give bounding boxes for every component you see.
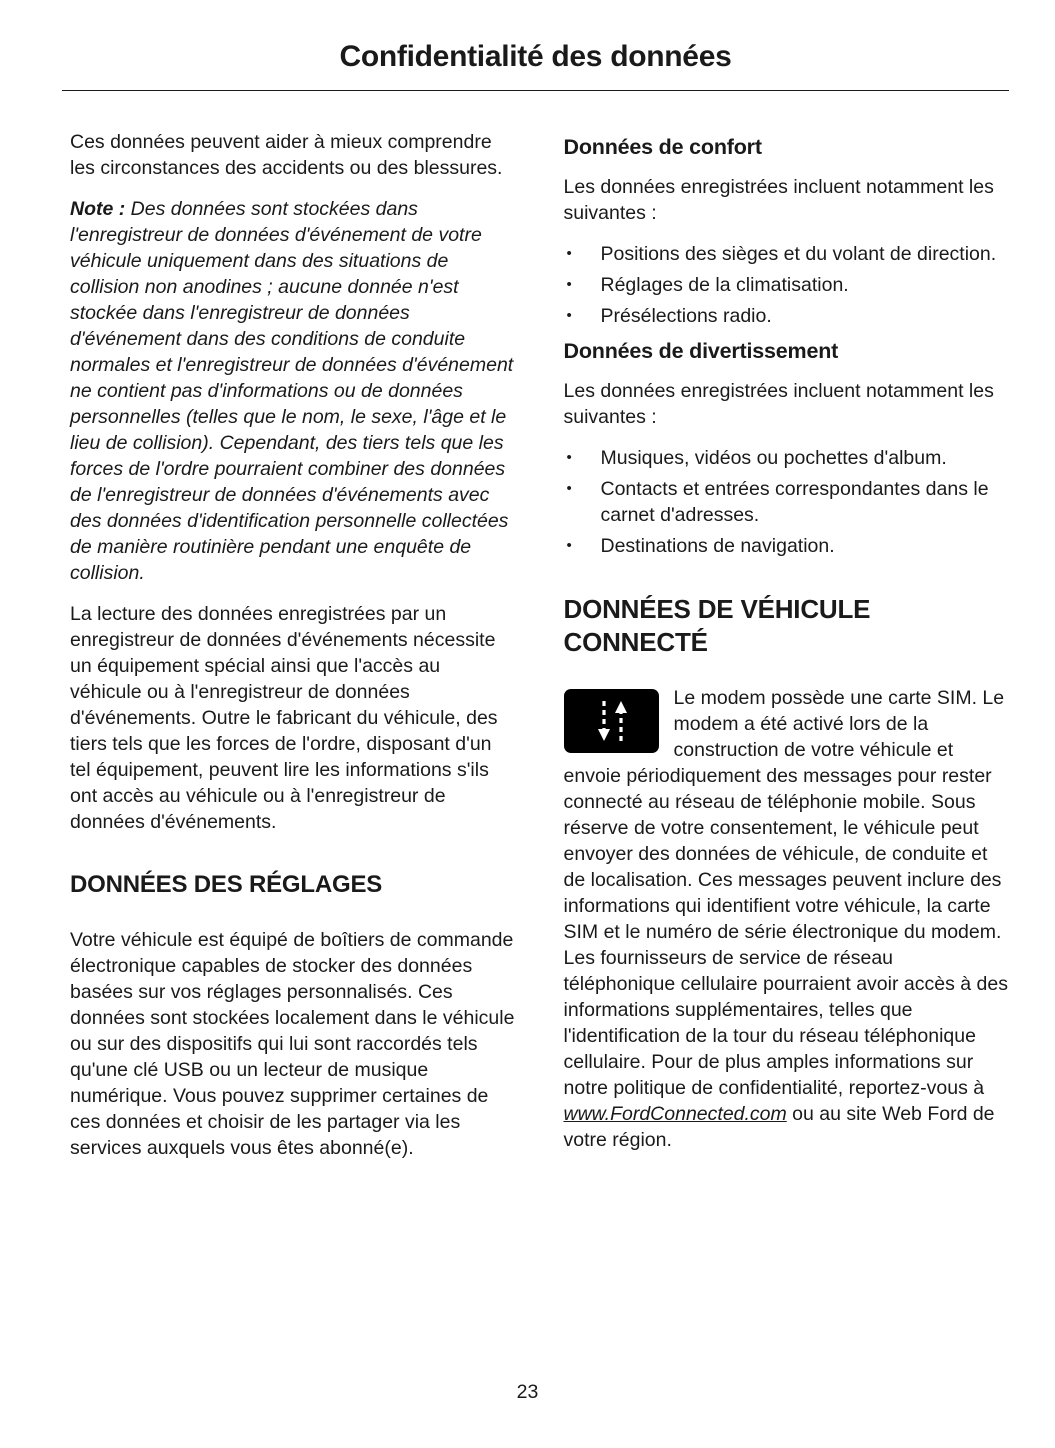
list-item-text: Réglages de la climatisation. — [600, 274, 849, 296]
bullet-icon: • — [566, 449, 572, 466]
intro-paragraph: Ces données peuvent aider à mieux comprendre les circonstances des accidents ou des blessures. — [70, 131, 503, 179]
comfort-bullet-list — [564, 241, 1010, 329]
page-footer — [0, 1381, 1055, 1404]
edr-paragraph: La lecture des données enregistrées par un enregistreur de données d'événements nécessite un équipement spécial ainsi que l'accès au véhicule ou à l'enregistreur de données d'événements. Outre le fabricant du véhicule, des tiers tels que les forces de l'ordre, disposant d'un tel équipement, peuvent lire les informations s'ils ont accès au véhicule ou à l'enregistreur de données d'événements. — [70, 603, 498, 833]
comfort-intro: Les données enregistrées incluent notamment les suivantes : — [563, 176, 994, 224]
list-item — [564, 533, 1010, 559]
entertainment-heading: Données de divertissement — [563, 339, 839, 363]
list-item-text: Musiques, vidéos ou pochettes d'album. — [600, 447, 947, 469]
note-label: Note : — [70, 198, 126, 220]
page-number: 23 — [516, 1381, 539, 1403]
note-text: Des données sont stockées dans l'enregistreur de données d'événement de votre véhicule uniquement dans des situations de collision non anodines ; aucune donnée n'est stockée dans l'enregistreur de données d'événement dans des conditions de conduite normales et l'enregistreur de données d'événement ne contient pas d'informations ou de données personnelles (telles que le nom, le sexe, l'âge et le lieu de collision). Cependant, des tiers tels que les forces de l'ordre pourraient combiner des données de l'enregistreur de données d'événements avec des données d'identification personnelle collectées de manière routinière pendant une enquête de collision. — [70, 198, 514, 584]
left-column — [62, 129, 516, 1176]
bullet-icon: • — [566, 480, 572, 497]
comfort-heading: Données de confort — [563, 135, 762, 159]
header-divider — [62, 90, 1009, 91]
connected-vehicle-heading: DONNÉES DE VÉHICULE CONNECTÉ — [563, 594, 871, 657]
list-item-text: Présélections radio. — [600, 305, 772, 327]
list-item — [564, 272, 1010, 298]
list-item-text: Contacts et entrées correspondantes dans le carnet d'adresses. — [600, 478, 989, 526]
page-header — [62, 40, 1009, 91]
connected-text-before-link: Le modem possède une carte SIM. Le modem a été activé lors de la construction de votre véhicule et envoie périodiquement des messages pour rester connecté au réseau de téléphonie mobile. Sous réserve de votre consentement, le véhicule peut envoyer des données de véhicule, de conduite et de localisation. Ces messages peuvent inclure des informations qui identifient votre véhicule, la carte SIM et le numéro de série électronique du modem. Les fournisseurs de service de réseau téléphonique cellulaire pourraient avoir accès à des informations supplémentaires, telles que l'identification de la tour du réseau téléphonique cellulaire. Pour de plus amples informations sur notre politique de confidentialité, reportez-vous à — [563, 687, 1008, 1099]
list-item — [564, 241, 1010, 267]
bullet-icon: • — [566, 245, 572, 262]
list-item — [564, 445, 1010, 471]
settings-paragraph: Votre véhicule est équipé de boîtiers de commande électronique capables de stocker des données basées sur vos réglages personnalisés. Ces données sont stockées localement dans le véhicule ou sur des dispositifs qui lui sont raccordés tels qu'une clé USB ou un lecteur de musique numérique. Vous pouvez supprimer certaines de ces données et choisir de les partager via les services auxquels vous êtes abonné(e). — [70, 929, 515, 1159]
connected-text-after-link: ou au site Web Ford de votre région. — [563, 1103, 995, 1151]
list-item-text: Positions des sièges et du volant de direction. — [600, 243, 997, 265]
entertainment-intro: Les données enregistrées incluent notamment les suivantes : — [563, 380, 994, 428]
list-item — [564, 476, 1010, 528]
data-transfer-arrows-icon — [564, 689, 659, 753]
connected-vehicle-paragraph — [564, 685, 1010, 1153]
page-title: Confidentialité des données — [339, 40, 732, 73]
two-column-content — [62, 129, 1009, 1176]
list-item — [564, 303, 1010, 329]
settings-heading: DONNÉES DES RÉGLAGES — [70, 871, 383, 898]
bullet-icon: • — [566, 276, 572, 293]
list-item-text: Destinations de navigation. — [600, 535, 835, 557]
note-paragraph — [70, 196, 516, 586]
right-column — [564, 129, 1010, 1176]
entertainment-bullet-list — [564, 445, 1010, 559]
bullet-icon: • — [566, 307, 572, 324]
bullet-icon: • — [566, 537, 572, 554]
ford-connected-link[interactable]: www.FordConnected.com — [563, 1103, 787, 1125]
